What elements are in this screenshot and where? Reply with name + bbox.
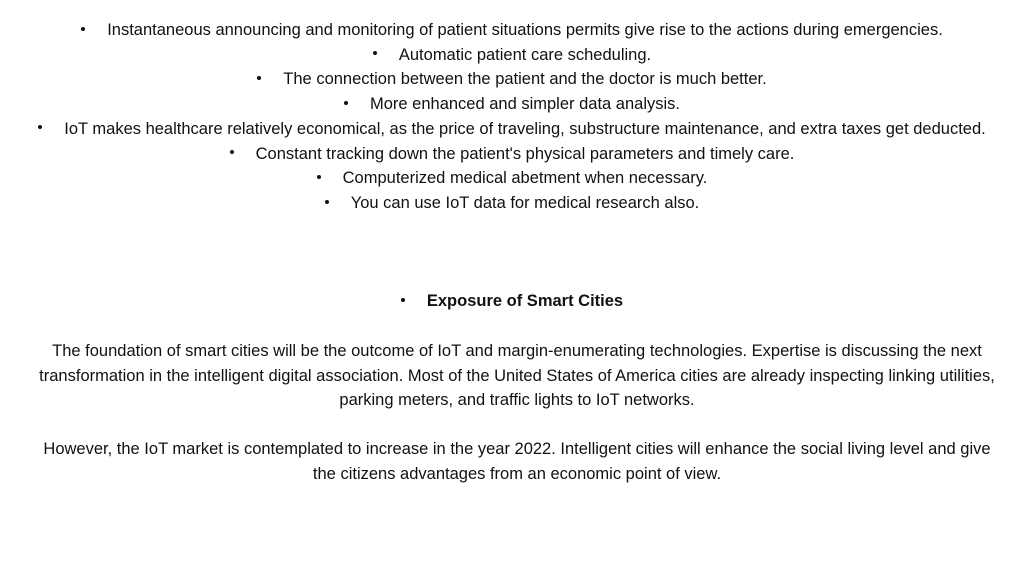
list-item-text: Constant tracking down the patient's physical parameters and timely care. bbox=[255, 144, 795, 163]
section-heading bbox=[34, 289, 990, 314]
bullet-icon bbox=[325, 200, 329, 204]
list-item-text: Automatic patient care scheduling. bbox=[398, 45, 652, 64]
list-item-text: IoT makes healthcare relatively economical, as the price of traveling, substructure maintenance, and extra taxes get deducted. bbox=[64, 119, 986, 138]
list-item bbox=[34, 117, 990, 142]
bullet-icon bbox=[257, 76, 261, 80]
bullet-icon bbox=[38, 125, 42, 129]
bullet-icon bbox=[401, 298, 405, 302]
list-item bbox=[34, 67, 990, 92]
list-item bbox=[34, 191, 990, 216]
list-item bbox=[34, 43, 990, 68]
smart-cities-paragraph-2: However, the IoT market is contemplated to increase in the year 2022. Intelligent cities will enhance the social living level and give the citizens advantages from an economic point of view. bbox=[43, 440, 991, 483]
bullet-icon bbox=[317, 175, 321, 179]
bullet-icon bbox=[344, 101, 348, 105]
list-item bbox=[34, 166, 990, 191]
list-item bbox=[34, 18, 990, 43]
list-item bbox=[34, 92, 990, 117]
bullet-icon bbox=[230, 150, 234, 154]
list-item-text: Computerized medical abetment when necessary. bbox=[342, 169, 708, 188]
healthcare-benefits-list bbox=[34, 18, 990, 216]
section-heading-text: Exposure of Smart Cities bbox=[426, 292, 624, 310]
smart-cities-paragraph-1: The foundation of smart cities will be the outcome of IoT and margin-enumerating technologies. Expertise is discussing the next transformation in the intelligent digital association. Most of the United States of America cities are already inspecting linking utilities, parking meters, and traffic lights to IoT networks. bbox=[39, 342, 995, 410]
list-item-text: You can use IoT data for medical research also. bbox=[350, 193, 700, 212]
list-item-text: More enhanced and simpler data analysis. bbox=[369, 95, 680, 114]
bullet-icon bbox=[373, 51, 377, 55]
list-item bbox=[34, 142, 990, 167]
list-item-text: Instantaneous announcing and monitoring of patient situations permits give rise to the actions during emergencies. bbox=[107, 21, 943, 39]
bullet-icon bbox=[81, 27, 85, 31]
list-item-text: The connection between the patient and the doctor is much better. bbox=[283, 70, 767, 89]
